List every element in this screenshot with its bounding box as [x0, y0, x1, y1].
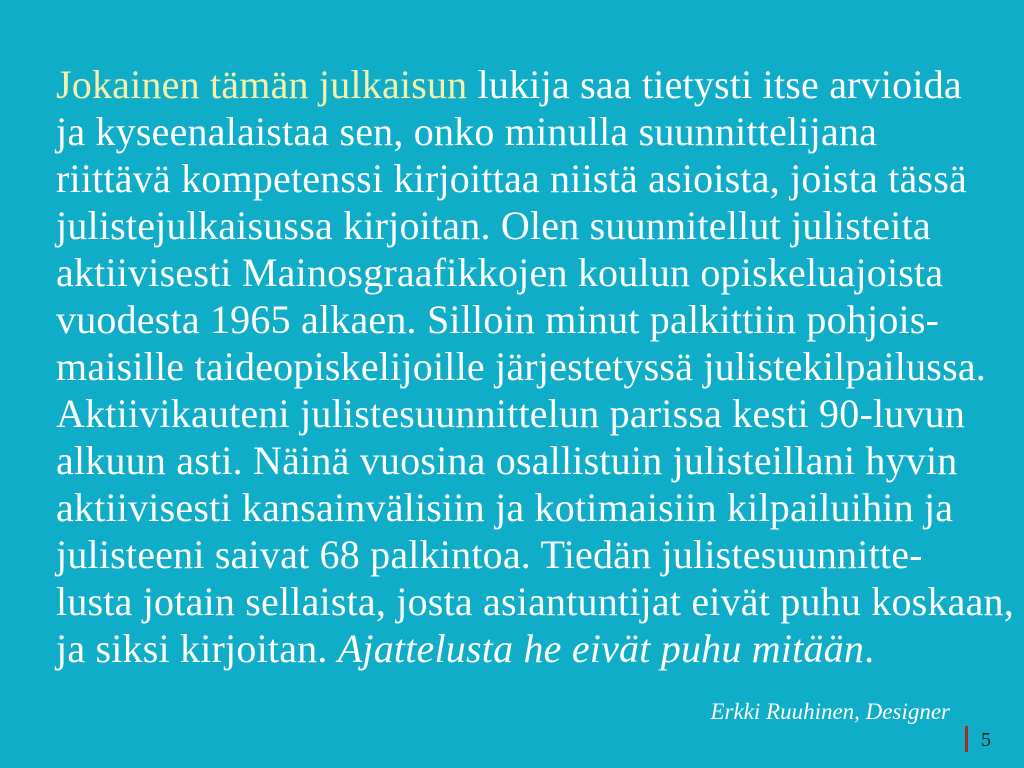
opening-highlight-phrase: Jokainen tämän julkaisun — [56, 62, 468, 107]
text-line: alkuun asti. Näinä vuosina osallistuin julisteillani hyvin — [56, 438, 958, 483]
text-line-closing — [56, 625, 1014, 672]
text-line: vuodesta 1965 alkaen. Silloin minut palkittiin pohjois- — [56, 297, 940, 342]
closing-roman: ja siksi kirjoitan. — [56, 626, 338, 671]
page-number: 5 — [981, 729, 991, 751]
page-number-divider — [965, 726, 968, 752]
closing-italic-phrase: Ajattelusta he eivät puhu mitään — [337, 626, 865, 671]
author-attribution: Erkki Ruuhinen, Designer — [710, 699, 950, 724]
body-text — [56, 61, 1014, 672]
text-line: riittävä kompetenssi kirjoittaa niistä asioista, joista tässä — [56, 156, 967, 201]
text-line: julistejulkaisussa kirjoitan. Olen suunnitellut julisteita — [56, 203, 931, 248]
text-line: aktiivisesti Mainosgraafikkojen koulun opiskeluajoista — [56, 250, 944, 295]
text-line-opening — [56, 61, 1014, 108]
text-line: lusta jotain sellaista, josta asiantuntijat eivät puhu koskaan, — [56, 579, 1014, 624]
text-line: julisteeni saivat 68 palkintoa. Tiedän julistesuunnitte- — [56, 532, 923, 577]
closing-period: . — [864, 626, 875, 671]
text-line: aktiivisesti kansainvälisiin ja kotimaisiin kilpailuihin ja — [56, 485, 954, 530]
opening-rest: lukija saa tietysti itse arvioida — [467, 62, 962, 107]
text-line: ja kyseenalaistaa sen, onko minulla suunnittelijana — [56, 109, 878, 154]
text-line: Aktiivikauteni julistesuunnittelun parissa kesti 90-luvun — [56, 391, 966, 436]
text-line: maisille taideopiskelijoille järjestetyssä julistekilpailussa. — [56, 344, 986, 389]
